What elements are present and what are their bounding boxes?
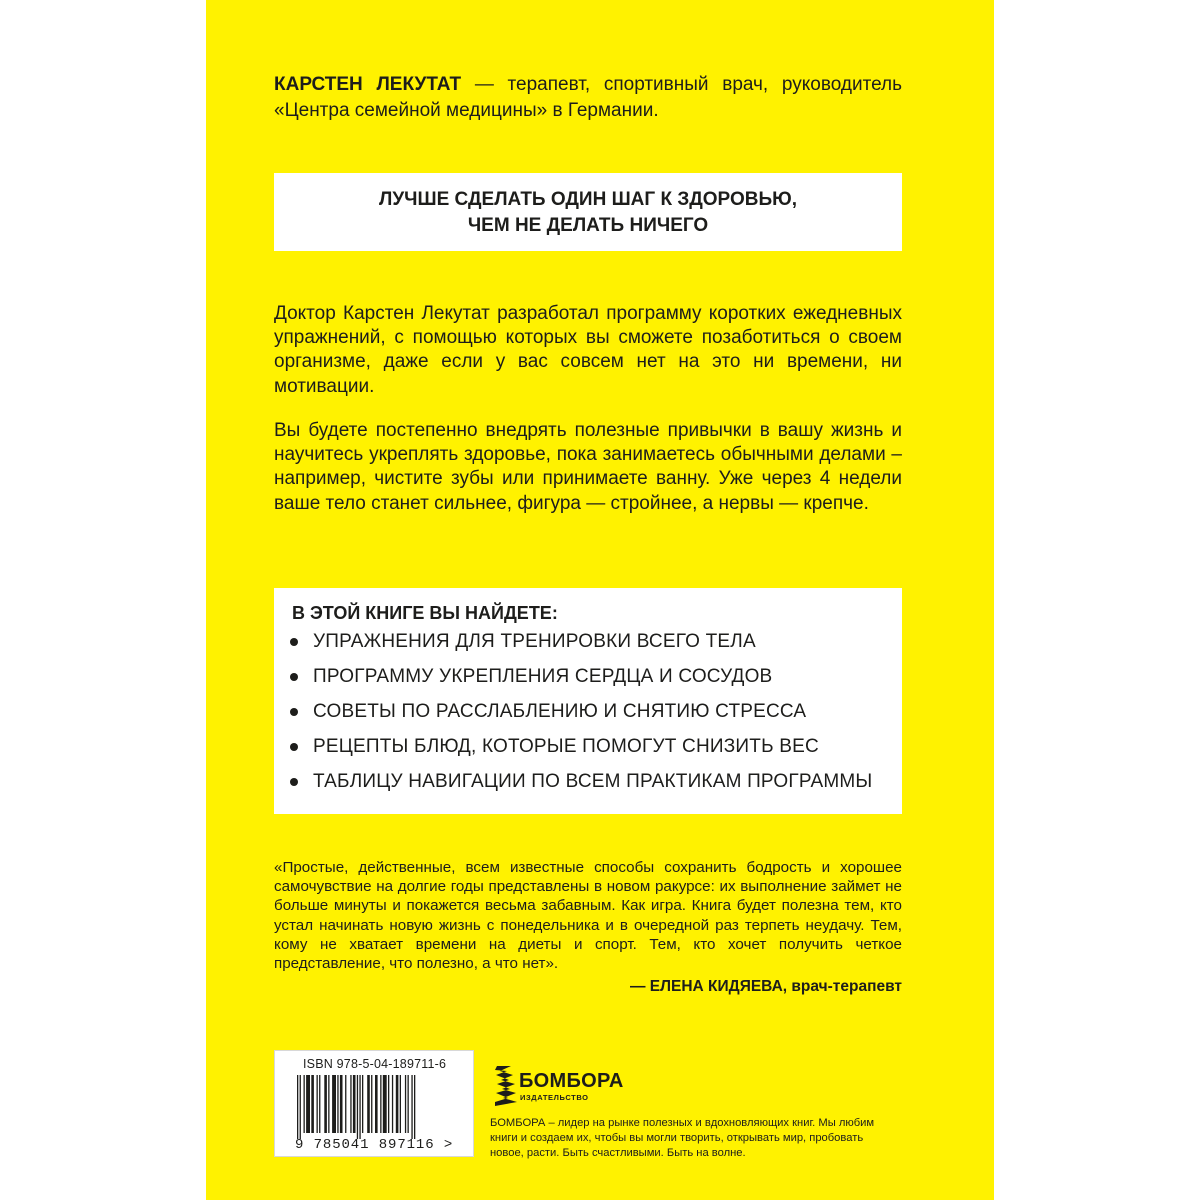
barcode-bar [359,1075,360,1139]
feature-item [290,764,902,799]
barcode-bar [396,1075,399,1133]
barcode-bar [319,1075,320,1133]
barcode-bar [345,1075,346,1133]
barcode-bar [300,1075,301,1139]
barcode-bar [362,1075,363,1133]
barcode-bar [332,1075,336,1133]
feature-label: ПРОГРАММУ УКРЕПЛЕНИЯ СЕРДЦА И СОСУДОВ [313,665,773,687]
barcode-bar [371,1075,372,1133]
feature-item [290,624,902,659]
barcode-bar [367,1075,370,1133]
barcode-bar [340,1075,343,1133]
publisher-subtitle: ИЗДАТЕЛЬСТВО [520,1093,589,1102]
barcode-bar [317,1075,318,1133]
bullet-icon [290,743,298,751]
description-paragraph-1: Доктор Карстен Лекутат разработал программу коротких ежедневных упражнений, с помощью которых вы сможете позаботиться о своем организме, даже если у вас совсем нет на это ни времени, ни мотивации. [274,303,902,397]
isbn-label: ISBN 978-5-04-189711-6 [303,1057,447,1071]
barcode-bar [414,1075,415,1139]
slogan-box [274,173,902,251]
barcode-bar [411,1075,412,1139]
barcode-bar [304,1075,305,1133]
author-description: — терапевт, спортивный врач, руководитель «Центра семейной медицины» в Германии. [274,74,902,121]
bullet-icon [290,638,298,646]
bullet-icon [290,708,298,716]
feature-item [290,659,902,694]
barcode-bar [383,1075,387,1133]
barcode-bar [350,1075,351,1133]
barcode-bar [408,1075,409,1133]
feature-label: УПРАЖНЕНИЯ ДЛЯ ТРЕНИРОВКИ ВСЕГО ТЕЛА [313,630,756,652]
barcode-bar [324,1075,327,1133]
bombora-logo-icon [491,1062,519,1108]
barcode-bar [337,1075,338,1133]
features-title: В ЭТОЙ КНИГЕ ВЫ НАЙДЕТЕ: [292,603,558,623]
features-box [274,588,902,814]
barcode-icon [297,1075,455,1139]
barcode-digits: 9 785041 897116 > [295,1137,454,1153]
author-bio [274,72,902,124]
feature-label: ТАБЛИЦУ НАВИГАЦИИ ПО ВСЕМ ПРАКТИКАМ ПРОГРАММЫ [313,770,873,792]
barcode-bar [357,1075,358,1139]
publisher-name: БОМБОРА [519,1070,624,1092]
feature-item [290,694,902,729]
barcode-bar [380,1075,381,1133]
barcode-bar [392,1075,393,1133]
bullet-icon [290,673,298,681]
slogan-line-1: ЛУЧШЕ СДЕЛАТЬ ОДИН ШАГ К ЗДОРОВЬЮ, [379,189,797,210]
publisher-description: БОМБОРА – лидер на рынке полезных и вдохновляющих книг. Мы любим книги и создаем их, чтобы вы могли творить, открывать мир, пробовать новое, расти. Быть счастливыми. Быть на волне. [490,1117,875,1159]
barcode-bar [353,1075,356,1133]
barcode-bar [328,1075,329,1133]
author-name: КАРСТЕН ЛЕКУТАТ [274,74,462,95]
barcode-bar [297,1075,298,1139]
review-quote-author: — ЕЛЕНА КИДЯЕВА, врач-терапевт [630,978,902,995]
review-quote: «Простые, действенные, всем известные способы сохранить бодрость и хорошее самочувствие на долгие годы представлены в новом ракурсе: их выполнение займет не больше минуты и покажется весьма забавным. Как игра. Книга будет полезна тем, кто устал начинать новую жизнь с понедельника и в очередной раз терпеть неудачу. Тем, кому не хватает времени на диеты и спорт. Тем, кто хочет получить четкое представление, что полезно, а что нет». [274,859,902,973]
bullet-icon [290,778,298,786]
feature-label: СОВЕТЫ ПО РАССЛАБЛЕНИЮ И СНЯТИЮ СТРЕССА [313,700,807,722]
barcode-bar [306,1075,310,1133]
barcode-box [274,1050,474,1157]
barcode-bar [400,1075,401,1133]
description-paragraph-2: Вы будете постепенно внедрять полезные привычки в вашу жизнь и научитесь укреплять здоровье, пока занимаетесь обычными делами – например, чистите зубы или принимаете ванну. Уже через 4 недели ваше тело станет сильнее, фигура — стройнее, а нервы — крепче. [274,420,902,514]
barcode-bar [375,1075,378,1133]
barcode-bar [405,1075,406,1133]
feature-label: РЕЦЕПТЫ БЛЮД, КОТОРЫЕ ПОМОГУТ СНИЗИТЬ ВЕС [313,735,819,757]
feature-item [290,729,902,764]
barcode-bar [388,1075,389,1133]
slogan-line-2: ЧЕМ НЕ ДЕЛАТЬ НИЧЕГО [467,215,709,236]
barcode-bar [311,1075,314,1133]
